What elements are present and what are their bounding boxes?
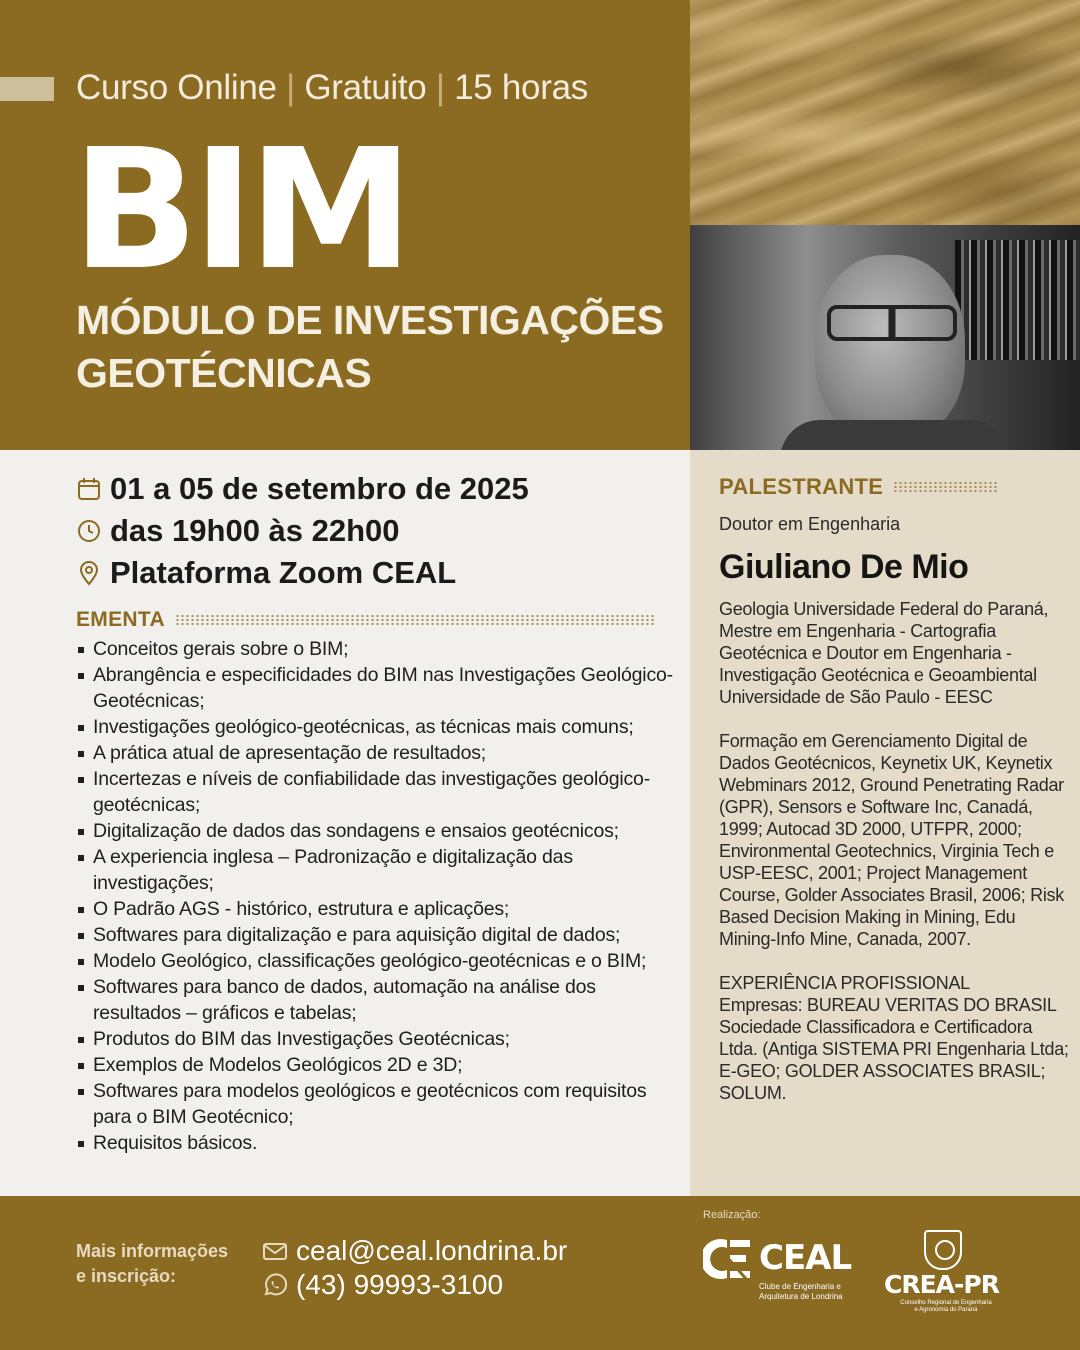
speaker-role: Doutor em Engenharia [719, 514, 901, 534]
list-item: Abrangência e especificidades do BIM nas Investigações Geológico-Geotécnicas; [76, 662, 676, 714]
crea-pr-logo [884, 1230, 1009, 1320]
speaker-name: Giuliano De Mio [719, 548, 969, 586]
email-link[interactable]: ceal@ceal.londrina.br [296, 1235, 568, 1266]
dotted-divider [893, 481, 999, 493]
speaker-experience-text: Empresas: BUREAU VERITAS DO BRASIL Sociedade Classificadora e Certificadora Ltda. (Antiga SISTEMA PRI Engenharia Ltda; E-GEO; GOLDER ASSOCIATES BRASIL; SOLUM. [719, 995, 1069, 1103]
location-pin-icon [76, 559, 102, 587]
ceal-mark-icon [703, 1236, 753, 1282]
speaker-bio [719, 598, 1069, 1104]
list-item: A experiencia inglesa – Padronização e digitalização das investigações; [76, 844, 676, 896]
speaker-bio-education: Geologia Universidade Federal do Paraná, Mestre em Engenharia - Cartografia Geotécnica e Doutor em Engenharia - Investigação Geotécnica e Geoambiental Universidade de São Paulo - EESC [719, 599, 1049, 707]
ceal-subtitle-line-2: Arquitetura de Londrina [759, 1292, 843, 1301]
event-location [76, 552, 529, 594]
crea-subtitle-line-2: e Agronomia do Paraná [914, 1307, 978, 1313]
course-price: Gratuito [304, 68, 427, 107]
glasses [827, 305, 957, 341]
speaker-photo [690, 225, 1080, 450]
list-item: Digitalização de dados das sondagens e ensaios geotécnicos; [76, 818, 676, 844]
event-date [76, 468, 529, 510]
list-item: Requisitos básicos. [76, 1130, 676, 1156]
whatsapp-icon [262, 1272, 288, 1298]
list-item: Produtos do BIM das Investigações Geotécnicas; [76, 1026, 676, 1052]
email-contact[interactable] [262, 1234, 567, 1268]
calendar-icon [76, 475, 102, 503]
ceal-logo-subtitle [759, 1282, 843, 1302]
list-item: Investigações geológico-geotécnicas, as técnicas mais comuns; [76, 714, 676, 740]
list-item: Softwares para banco de dados, automação na análise dos resultados – gráficos e tabelas; [76, 974, 676, 1026]
list-item: Modelo Geológico, classificações geológico-geotécnicas e o BIM; [76, 948, 676, 974]
separator: | [435, 68, 445, 107]
speaker-heading [719, 474, 999, 500]
ementa-list [76, 636, 676, 1156]
header-banner [0, 0, 690, 450]
event-location-text: Plataforma Zoom CEAL [110, 555, 457, 590]
organizer-label: Realização: [703, 1209, 761, 1221]
speaker-bio-training: Formação em Gerenciamento Digital de Dados Geotécnicos, Keynetix UK, Keynetix Webminars 2012, Ground Penetrating Radar (GPR), Sensors e Software Inc, Canadá, 1999; Autocad 3D 2000, UTFPR, 2000; Environmental Geotechnics, Virginia Tech e USP-EESC, 2001; Project Management Course, Golder Associates Brasil, 2006; Risk Based Decision Making in Mining, Edu Mining-Info Mine, Canada, 2007. [719, 731, 1064, 949]
footer [0, 1196, 1080, 1350]
bookshelf [955, 240, 1080, 360]
list-item: Incertezas e níveis de confiabilidade das investigações geológico-geotécnicas; [76, 766, 676, 818]
module-title-line-1: MÓDULO DE INVESTIGAÇÕES [76, 297, 664, 343]
list-item: A prática atual de apresentação de resultados; [76, 740, 676, 766]
clock-icon [76, 517, 102, 545]
list-item: Softwares para modelos geológicos e geotécnicos com requisitos para o BIM Geotécnico; [76, 1078, 676, 1130]
course-format: Curso Online [76, 68, 277, 107]
ceal-subtitle-line-1: Clube de Engenharia e [759, 1282, 841, 1291]
ceal-logo-text: CEAL [759, 1238, 852, 1278]
rock-texture-photo [690, 0, 1080, 225]
accent-bar [0, 77, 54, 101]
phone-contact[interactable] [262, 1268, 567, 1302]
list-item: O Padrão AGS - histórico, estrutura e aplicações; [76, 896, 676, 922]
crea-logo-text: CREA-PR [884, 1270, 999, 1299]
event-date-text: 01 a 05 de setembro de 2025 [110, 471, 529, 506]
crea-subtitle-line-1: Conselho Regional de Engenharia [900, 1300, 992, 1306]
course-subtitle [76, 68, 588, 108]
speaker-face [815, 255, 965, 440]
more-info-label [76, 1239, 228, 1289]
mail-icon [262, 1238, 288, 1264]
speaker-heading-label: PALESTRANTE [719, 474, 884, 499]
module-title-line-2: GEOTÉCNICAS [76, 350, 372, 396]
ementa-heading-label: EMENTA [76, 608, 165, 631]
contact-info [262, 1234, 567, 1302]
ementa-heading [76, 608, 656, 632]
course-title: BIM [72, 114, 408, 307]
phone-link[interactable]: (43) 99993-3100 [296, 1269, 504, 1300]
crea-seal-icon [924, 1230, 962, 1270]
list-item: Exemplos de Modelos Geológicos 2D e 3D; [76, 1052, 676, 1078]
speaker-experience-heading: EXPERIÊNCIA PROFISSIONAL [719, 973, 970, 993]
shirt [780, 420, 1010, 450]
list-item: Conceitos gerais sobre o BIM; [76, 636, 676, 662]
module-title [76, 294, 664, 400]
more-info-line-1: Mais informações [76, 1241, 229, 1261]
crea-logo-subtitle [896, 1300, 996, 1314]
separator: | [286, 68, 295, 107]
list-item: Softwares para digitalização e para aquisição digital de dados; [76, 922, 676, 948]
ceal-logo [703, 1236, 853, 1306]
event-info [76, 468, 529, 594]
more-info-line-2: e inscrição: [76, 1266, 177, 1286]
course-duration: 15 horas [454, 68, 588, 107]
speaker-panel [690, 450, 1080, 1196]
dotted-divider [175, 614, 656, 626]
event-time-text: das 19h00 às 22h00 [110, 513, 400, 548]
event-time [76, 510, 529, 552]
